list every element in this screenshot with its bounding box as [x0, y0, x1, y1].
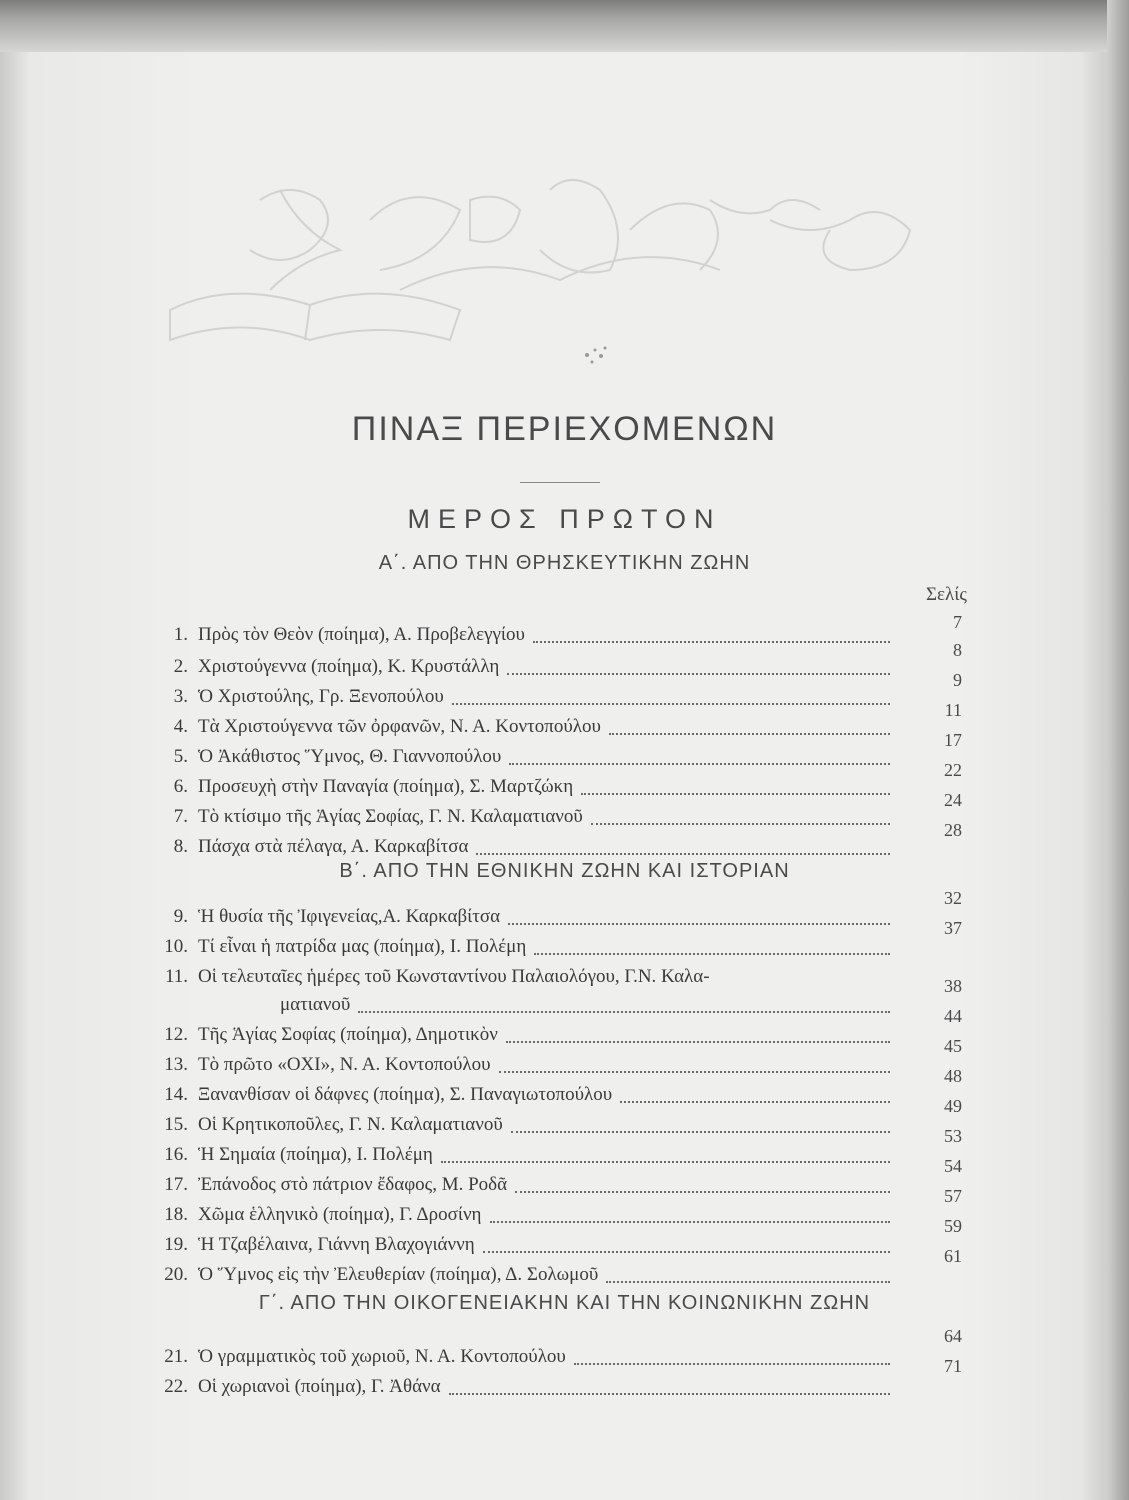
page-number: 64: [944, 1326, 962, 1346]
toc-entry[interactable]: 20. Ὁ Ὕμνος εἰς τὴν Ἐλευθερίαν (ποίημα), Δ. Σολωμοῦ: [150, 1264, 890, 1290]
toc-entry[interactable]: 19. Ἡ Τζαβέλαινα, Γιάννη Βλαχογιάννη: [150, 1234, 890, 1260]
toc-entry[interactable]: 21. Ὁ γραμματικὸς τοῦ χωριοῦ, Ν. Α. Κοντοπούλου: [150, 1346, 890, 1372]
toc-entry[interactable]: 18. Χῶμα ἑλληνικὸ (ποίημα), Γ. Δροσίνη: [150, 1204, 890, 1230]
toc-entry[interactable]: 8. Πάσχα στὰ πέλαγα, Α. Καρκαβίτσα: [150, 836, 890, 862]
page-number: 7: [953, 612, 962, 632]
part-heading: ΜΕΡΟΣ ΠΡΩΤΟΝ: [407, 504, 722, 534]
page-number: 22: [944, 760, 962, 780]
toc-entry[interactable]: 5. Ὁ Ἀκάθιστος Ὕμνος, Θ. Γιαννοπούλου: [150, 746, 890, 772]
toc-entry[interactable]: 15. Οἱ Κρητικοποῦλες, Γ. Ν. Καλαματιανοῦ: [150, 1114, 890, 1140]
toc-entry[interactable]: 9. Ἡ θυσία τῆς Ἰφιγενείας,Α. Καρκαβίτσα: [150, 906, 890, 932]
page-number: 57: [944, 1186, 962, 1206]
page-number: 48: [944, 1066, 962, 1086]
toc-entry[interactable]: 13. Τὸ πρῶτο «ΟΧΙ», Ν. Α. Κοντοπούλου: [150, 1054, 890, 1080]
page-number: 54: [944, 1156, 962, 1176]
section-heading-a: Α΄. ΑΠΟ ΤΗΝ ΘΡΗΣΚΕΥΤΙΚΗΝ ΖΩΗΝ: [378, 552, 751, 574]
toc-entry[interactable]: 16. Ἡ Σημαία (ποίημα), Ι. Πολέμη: [150, 1144, 890, 1170]
page-number: 44: [944, 1006, 962, 1026]
title-divider: [520, 482, 600, 483]
toc-entry[interactable]: 10. Τί εἶναι ἡ πατρίδα μας (ποίημα), Ι. Πολέμη: [150, 936, 890, 962]
toc-entry[interactable]: 7. Τὸ κτίσιμο τῆς Ἁγίας Σοφίας, Γ. Ν. Καλαματιανοῦ: [150, 806, 890, 832]
toc-entry[interactable]: 6. Προσευχὴ στὴν Παναγία (ποίημα), Σ. Μαρτζώκη: [150, 776, 890, 802]
toc-entry[interactable]: 2. Χριστούγεννα (ποίημα), Κ. Κρυστάλλη: [150, 656, 890, 682]
page-title: ΠΙΝΑΞ ΠΕΡΙΕΧΟΜΕΝΩΝ: [351, 410, 778, 448]
page-number: 24: [944, 790, 962, 810]
toc-entry-continuation[interactable]: ματιανοῦ: [280, 994, 890, 1020]
page-number: 37: [944, 918, 962, 938]
toc-entry[interactable]: 22. Οἱ χωριανοὶ (ποίημα), Γ. Ἀθάνα: [150, 1376, 890, 1402]
page-number: 32: [944, 888, 962, 908]
page-number: 53: [944, 1126, 962, 1146]
toc-entry[interactable]: 11. Οἱ τελευταῖες ἡμέρες τοῦ Κωνσταντίνου Παλαιολόγου, Γ.Ν. Καλα-: [164, 966, 710, 987]
decorative-headpiece-icon: [150, 160, 940, 390]
page-number: 61: [944, 1246, 962, 1266]
page-top-edge: [0, 0, 1129, 52]
toc-entry[interactable]: 4. Τὰ Χριστούγεννα τῶν ὀρφανῶν, Ν. Α. Κοντοπούλου: [150, 716, 890, 742]
toc-entry[interactable]: 12. Τῆς Ἁγίας Σοφίας (ποίημα), Δημοτικὸν: [150, 1024, 890, 1050]
page-number: 38: [944, 976, 962, 996]
pages-column-label: Σελίς: [926, 584, 967, 605]
page-right-edge: [1107, 0, 1129, 1500]
toc-entry[interactable]: 17. Ἐπάνοδος στὸ πάτριον ἔδαφος, Μ. Ροδᾶ: [150, 1174, 890, 1200]
page-number: 9: [953, 670, 962, 690]
page-number: 71: [944, 1356, 962, 1376]
page-number: 28: [944, 820, 962, 840]
page-number: 59: [944, 1216, 962, 1236]
page-number: 11: [944, 700, 962, 720]
toc-entry[interactable]: 1. Πρὸς τὸν Θεὸν (ποίημα), Α. Προβελεγγίου: [150, 624, 890, 650]
toc-entry[interactable]: 14. Ξανανθίσαν οἱ δάφνες (ποίημα), Σ. Παναγιωτοπούλου: [150, 1084, 890, 1110]
page-number: 45: [944, 1036, 962, 1056]
page-number: 8: [953, 640, 962, 660]
page-number: 17: [944, 730, 962, 750]
toc-entry[interactable]: 3. Ὁ Χριστούλης, Γρ. Ξενοπούλου: [150, 686, 890, 712]
page-number: 49: [944, 1096, 962, 1116]
section-heading-c: Γ΄. ΑΠΟ ΤΗΝ ΟΙΚΟΓΕΝΕΙΑΚΗΝ ΚΑΙ ΤΗΝ ΚΟΙΝΩΝΙΚΗΝ ΖΩΗΝ: [258, 1292, 871, 1314]
section-heading-b: Β΄. ΑΠΟ ΤΗΝ ΕΘΝΙΚΗΝ ΖΩΗΝ ΚΑΙ ΙΣΤΟΡΙΑΝ: [339, 860, 790, 882]
